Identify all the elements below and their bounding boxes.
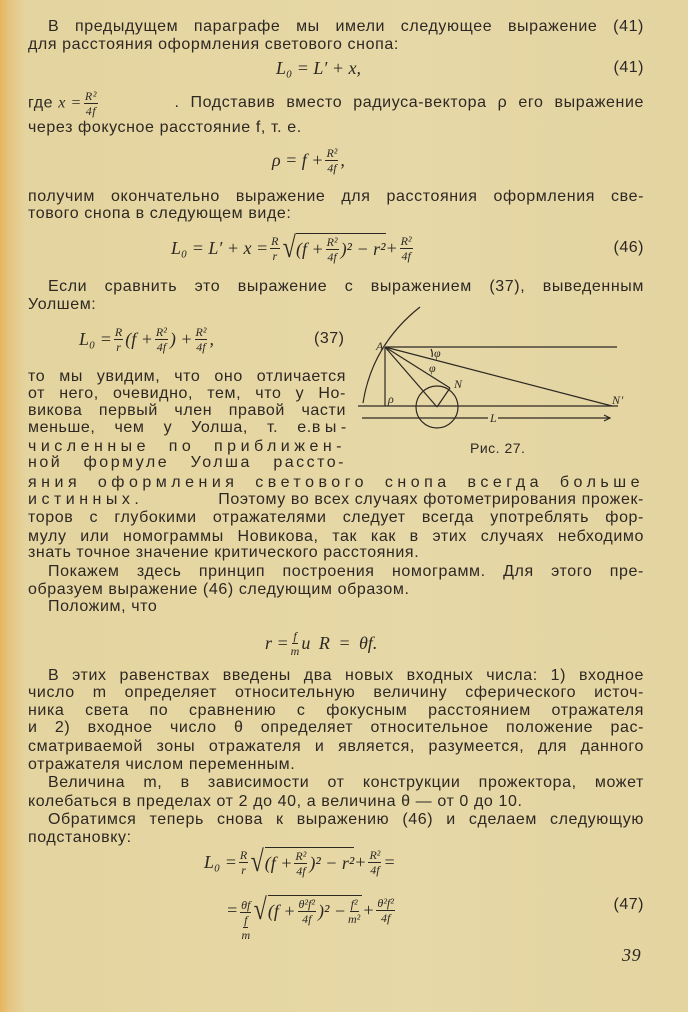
paragraph-line: получим окончательно выражение для расстояния оформления све- — [28, 188, 644, 205]
paragraph-line: ной формуле Уолша рассто- — [28, 454, 346, 471]
text-fragment: истинных. — [28, 491, 144, 508]
paragraph-line: мулу или номограммы Новикова, так как в этих случаях небходимо — [28, 528, 644, 545]
math-fragment: L₀ = — [79, 328, 112, 349]
math-fragment: = — [226, 899, 239, 920]
label-n-prime: N′ — [612, 393, 624, 407]
math-fragment: ) + — [169, 328, 193, 349]
math-fragment: + — [362, 899, 375, 920]
equation-substitution — [265, 623, 377, 663]
label-phi: φ — [429, 361, 437, 375]
numerator: R — [114, 324, 123, 339]
paragraph-line: тового снопа в следующем виде: — [28, 205, 292, 222]
math-fragment: ρ = f + — [272, 149, 324, 170]
label-n: N — [454, 377, 463, 391]
numerator: f² — [350, 897, 358, 911]
denominator: 4f — [196, 339, 206, 354]
math-fragment: x = — [58, 94, 82, 112]
numerator: f — [244, 913, 248, 927]
denominator: 4f — [156, 339, 167, 354]
denominator: 4f — [327, 160, 337, 175]
paragraph-line: Уолшем: — [28, 296, 97, 313]
equation-47-line-1 — [204, 842, 396, 882]
numerator: R² — [195, 324, 207, 339]
paragraph-line: торов с глубокими отражателями следует всегда употреблять фор- — [28, 509, 644, 526]
equation-47-line-2 — [226, 880, 397, 940]
text-fragment: . Подставив вместо радиуса-вектора ρ его выражение — [174, 94, 644, 111]
text-fragment: меньше, чем у Уолша, т. е. — [28, 419, 312, 436]
equation-expression: L₀ = L′ + x, — [276, 57, 361, 78]
paragraph-line: В этих равенствах введены два новых входных числа: 1) входное — [48, 667, 644, 684]
math-fragment: (f + — [125, 328, 153, 349]
paragraph-line: численные по приближен- — [28, 438, 346, 455]
paragraph-line: для расстояния оформления светового снопа: — [28, 36, 399, 53]
paragraph-line: число m определяет относительную величину сферического источ- — [28, 684, 644, 701]
paragraph-line: викова первый член правой части — [28, 402, 346, 419]
text-fragment: где — [28, 94, 54, 112]
denominator: 4f — [401, 248, 411, 263]
denominator: m — [241, 928, 251, 942]
radius-line — [437, 388, 450, 407]
numerator: R² — [326, 235, 338, 249]
math-fragment: , — [340, 149, 345, 170]
denominator: r — [116, 339, 121, 354]
equation-number: (46) — [613, 239, 644, 256]
fraction — [294, 850, 307, 877]
equation-number: (47) — [613, 896, 644, 913]
numerator: θf — [241, 898, 251, 912]
paragraph-line: через фокусное расстояние f, т. е. — [28, 119, 302, 136]
math-fragment: L₀ = L′ + x = — [171, 237, 269, 258]
numerator: θ²f² — [377, 895, 394, 910]
equation-number: (41) — [613, 59, 644, 76]
paragraph-line: В предыдущем параграфе мы имели следующее выражение (41) — [48, 18, 644, 35]
paragraph-line: Величина m, в зависимости от конструкции прожектора, может — [48, 774, 644, 791]
paragraph-line: от него, очевидно, тем, что у Но- — [28, 385, 346, 402]
fraction — [376, 897, 394, 924]
denominator: m² — [348, 912, 361, 926]
angle-arc — [431, 349, 432, 357]
math-fragment: , — [209, 328, 214, 349]
math-fragment: + — [354, 851, 367, 872]
page-number: 39 — [622, 945, 642, 965]
equation-number: (37) — [314, 330, 345, 347]
math-fragment: r = — [265, 632, 289, 653]
paragraph-line: подстановку: — [28, 829, 132, 846]
math-fragment: )² − r² — [309, 853, 355, 873]
denominator: 4f — [85, 103, 97, 118]
paragraph-line: яния оформления светового снопа всегда больше — [28, 474, 644, 491]
math-fragment: (f + — [295, 239, 324, 259]
paragraph-line: Если сравнить это выражение с выражением (37), выведенным — [48, 278, 644, 295]
paragraph-line: Покажем здесь принцип построения номограмм. Для этого пре- — [48, 563, 644, 580]
radical-sign: √ — [254, 893, 268, 926]
numerator: R² — [84, 88, 98, 103]
math-fragment: )² − — [317, 901, 346, 921]
label-rho: ρ — [388, 392, 395, 406]
text-fragment: Поэтому во всех случаях фотометрирования прожек- — [218, 491, 644, 508]
numerator: R — [239, 847, 248, 862]
paragraph-line: Обратимся теперь снова к выражению (46) и сделаем следующую — [48, 811, 644, 828]
figure-caption: Рис. 27. — [470, 440, 526, 456]
paragraph-line: сматриваемой зоны отражателя и является, разумеется, для данного — [28, 738, 644, 755]
denominator: 4f — [370, 862, 380, 877]
label-l: L — [490, 411, 498, 425]
paragraph-line: и 2) входное число θ определяет относительное положение рас- — [28, 719, 644, 736]
paragraph-line: образуем выражение (46) следующим образом. — [28, 581, 410, 598]
fraction — [348, 898, 360, 925]
paragraph-line: колебаться в пределах от 2 до 40, а величина θ — от 0 до 10. — [28, 793, 523, 810]
radicand — [265, 847, 355, 877]
math-fragment: )² − r² — [340, 239, 386, 259]
paragraph-line: отражателя числом переменным. — [28, 756, 296, 773]
math-fragment: и R = θf. — [301, 632, 378, 653]
compound-fraction — [240, 899, 251, 941]
text-fragment: вы- — [311, 419, 351, 436]
numerator: R² — [326, 145, 338, 160]
radicand — [268, 895, 362, 925]
denominator: r — [272, 248, 278, 263]
numerator: R² — [155, 324, 167, 339]
paragraph-line: то мы увидим, что оно отличается — [28, 368, 346, 385]
label-phi: φ — [434, 346, 442, 360]
denominator: 4f — [380, 910, 391, 925]
math-fragment: + — [385, 237, 398, 258]
numerator: θ²f² — [298, 897, 315, 911]
denominator: 4f — [296, 864, 306, 878]
numerator: R — [271, 233, 279, 248]
denominator: 4f — [327, 250, 337, 264]
numerator: R² — [369, 847, 381, 862]
math-fragment: L₀ = — [204, 851, 237, 872]
label-a: A — [376, 339, 384, 353]
fraction — [241, 913, 250, 941]
fraction — [291, 630, 300, 657]
denominator: r — [241, 862, 246, 877]
numerator: R² — [295, 849, 307, 863]
fraction — [298, 898, 316, 925]
paragraph-line: Положим, что — [48, 598, 158, 615]
math-fragment: (f + — [267, 901, 296, 921]
denominator: m — [290, 643, 300, 658]
paragraph-line: ника света по сравнению с фокусным расстоянием отражателя — [28, 702, 644, 719]
numerator: f — [293, 628, 297, 643]
paragraph-line: знать точное значение критического расстояния. — [28, 544, 420, 561]
denominator: 4f — [302, 912, 312, 926]
radical-sign: √ — [282, 231, 296, 264]
fraction — [368, 849, 381, 876]
radical-sign: √ — [250, 845, 265, 878]
math-fragment: (f + — [264, 853, 293, 873]
fraction — [239, 849, 248, 876]
math-fragment: = — [383, 851, 396, 872]
numerator: R² — [400, 233, 412, 248]
